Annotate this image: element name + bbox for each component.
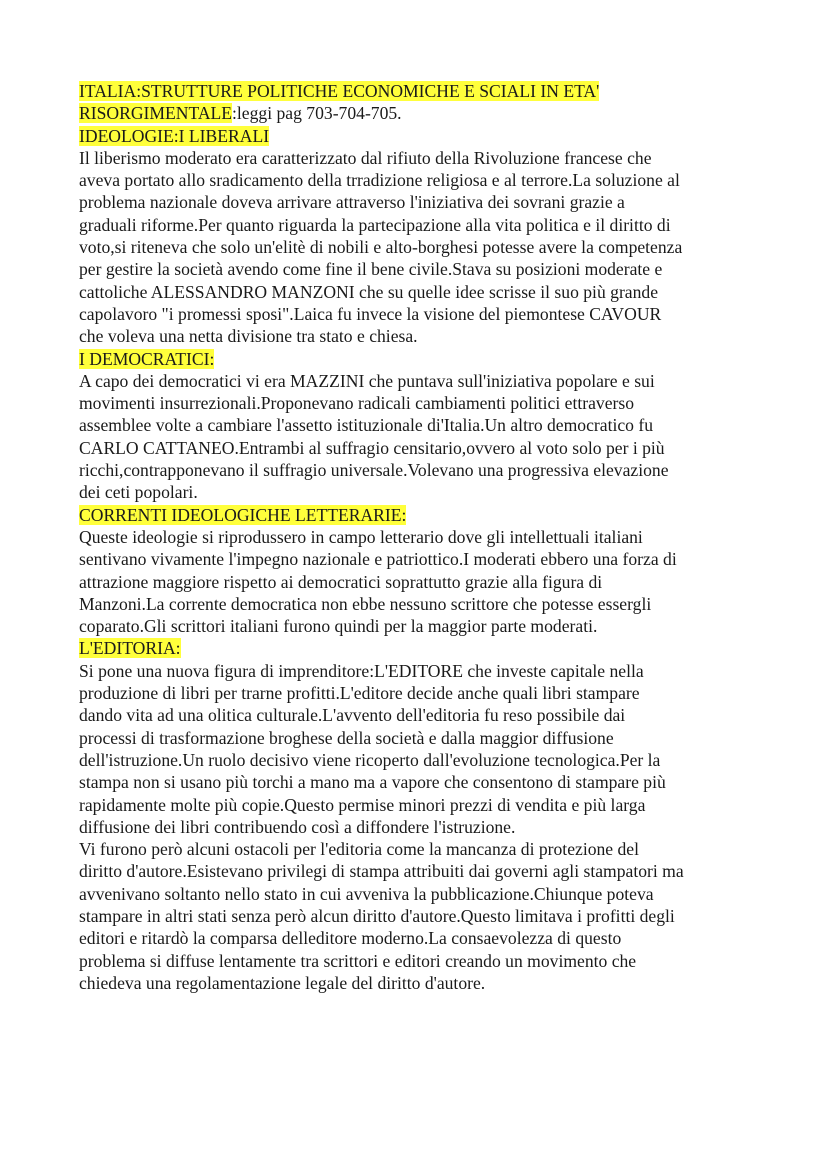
paragraph-line: rapidamente molte più copie.Questo permise minori prezzi di vendita e più larga — [79, 794, 646, 815]
document-title-line-2 — [79, 102, 759, 124]
document-page — [79, 80, 759, 994]
paragraph-line: processi di trasformazione broghese della società e dalla maggior diffusione — [79, 727, 614, 748]
paragraph-line: Vi furono però alcuni ostacoli per l'editoria come la mancanza di protezione del — [79, 839, 640, 860]
paragraph-line: diritto d'autore.Esistevano privilegi di stampa attribuiti dai governi agli stampatori ma — [79, 861, 684, 882]
paragraph-line: ricchi,contrapponevano il suffragio universale.Volevano una progressiva elevazione — [79, 460, 669, 481]
paragraph-line: aveva portato allo sradicamento della trradizione religiosa e al terrore.La soluzione al — [79, 170, 680, 191]
paragraph-line: Queste ideologie si riprodussero in campo letterario dove gli intellettuali italiani — [79, 526, 643, 547]
paragraph-line: voto,si riteneva che solo un'elitè di nobili e alto-borghesi potesse avere la competenza — [79, 237, 683, 258]
paragraph-line: cattoliche ALESSANDRO MANZONI che su quelle idee scrisse il suo più grande — [79, 281, 659, 302]
paragraph-line: movimenti insurrezionali.Proponevano radicali cambiamenti politici ettraverso — [79, 393, 635, 414]
paragraph-line: A capo dei democratici vi era MAZZINI che puntava sull'iniziativa popolare e sui — [79, 370, 655, 391]
title-line-1: ITALIA:STRUTTURE POLITICHE ECONOMICHE E SCIALI IN ETA' — [79, 81, 600, 101]
paragraph-line: avvenivano soltanto nello stato in cui avveniva la pubblicazione.Chiunque poteva — [79, 883, 654, 904]
paragraph-line: che voleva una netta divisione tra stato e chiesa. — [79, 326, 418, 347]
paragraph-line: problema nazionale doveva arrivare attraverso l'iniziativa dei sovrani grazie a — [79, 192, 625, 213]
paragraph-line: Il liberismo moderato era caratterizzato dal rifiuto della Rivoluzione francese che — [79, 147, 652, 168]
paragraph-line: Manzoni.La corrente democratica non ebbe nessuno scrittore che potesse essergli — [79, 593, 652, 614]
paragraph-line: problema si diffuse lentamente tra scrittori e editori creando un movimento che — [79, 950, 637, 971]
paragraph-line: dei ceti popolari. — [79, 482, 198, 503]
section-heading-correnti: CORRENTI IDEOLOGICHE LETTERARIE: — [79, 504, 407, 525]
paragraph-line: graduali riforme.Per quanto riguarda la partecipazione alla vita politica e il diritto di — [79, 214, 671, 235]
paragraph-line: Si pone una nuova figura di imprenditore:L'EDITORE che investe capitale nella — [79, 660, 644, 681]
section-heading-editoria: L'EDITORIA: — [79, 638, 181, 659]
paragraph-line: CARLO CATTANEO.Entrambi al suffragio censitario,ovvero al voto solo per i più — [79, 437, 665, 458]
paragraph-line: produzione di libri per trarne profitti.L'editore decide anche quali libri stampare — [79, 683, 640, 704]
title-highlight: RISORGIMENTALE — [79, 103, 233, 124]
paragraph-line: chiedeva una regolamentazione legale del diritto d'autore. — [79, 972, 486, 993]
page-reference: :leggi pag 703-704-705. — [232, 103, 402, 124]
paragraph-line: editori e ritardò la comparsa delleditore moderno.La consaevolezza di questo — [79, 928, 622, 949]
paragraph-line: dell'istruzione.Un ruolo decisivo viene ricoperto dall'evoluzione tecnologica.Per la — [79, 749, 661, 770]
paragraph-line: diffusione dei libri contribuendo così a diffondere l'istruzione. — [79, 816, 516, 837]
paragraph-line: stampare in altri stati senza però alcun diritto d'autore.Questo limitava i profitti degli — [79, 905, 675, 926]
document-title — [79, 80, 759, 102]
paragraph-line: capolavoro "i promessi sposi".Laica fu invece la visione del piemontese CAVOUR — [79, 303, 662, 324]
paragraph-line: assemblee volte a cambiare l'assetto istituzionale di'Italia.Un altro democratico fu — [79, 415, 654, 436]
section-heading-democratici: I DEMOCRATICI: — [79, 348, 215, 369]
paragraph-line: sentivano vivamente l'impegno nazionale e patriottico.I moderati ebbero una forza di — [79, 549, 677, 570]
paragraph-line: per gestire la società avendo come fine il bene civile.Stava su posizioni moderate e — [79, 259, 663, 280]
paragraph-line: dando vita ad una olitica culturale.L'avvento dell'editoria fu reso possibile dai — [79, 705, 626, 726]
paragraph-line: stampa non si usano più torchi a mano ma a vapore che consentono di stampare più — [79, 772, 666, 793]
section-heading-liberali: IDEOLOGIE:I LIBERALI — [79, 125, 270, 146]
paragraph-line: attrazione maggiore rispetto ai democratici soprattutto grazie alla figura di — [79, 571, 603, 592]
paragraph-line: coparato.Gli scrittori italiani furono quindi per la maggior parte moderati. — [79, 616, 598, 637]
